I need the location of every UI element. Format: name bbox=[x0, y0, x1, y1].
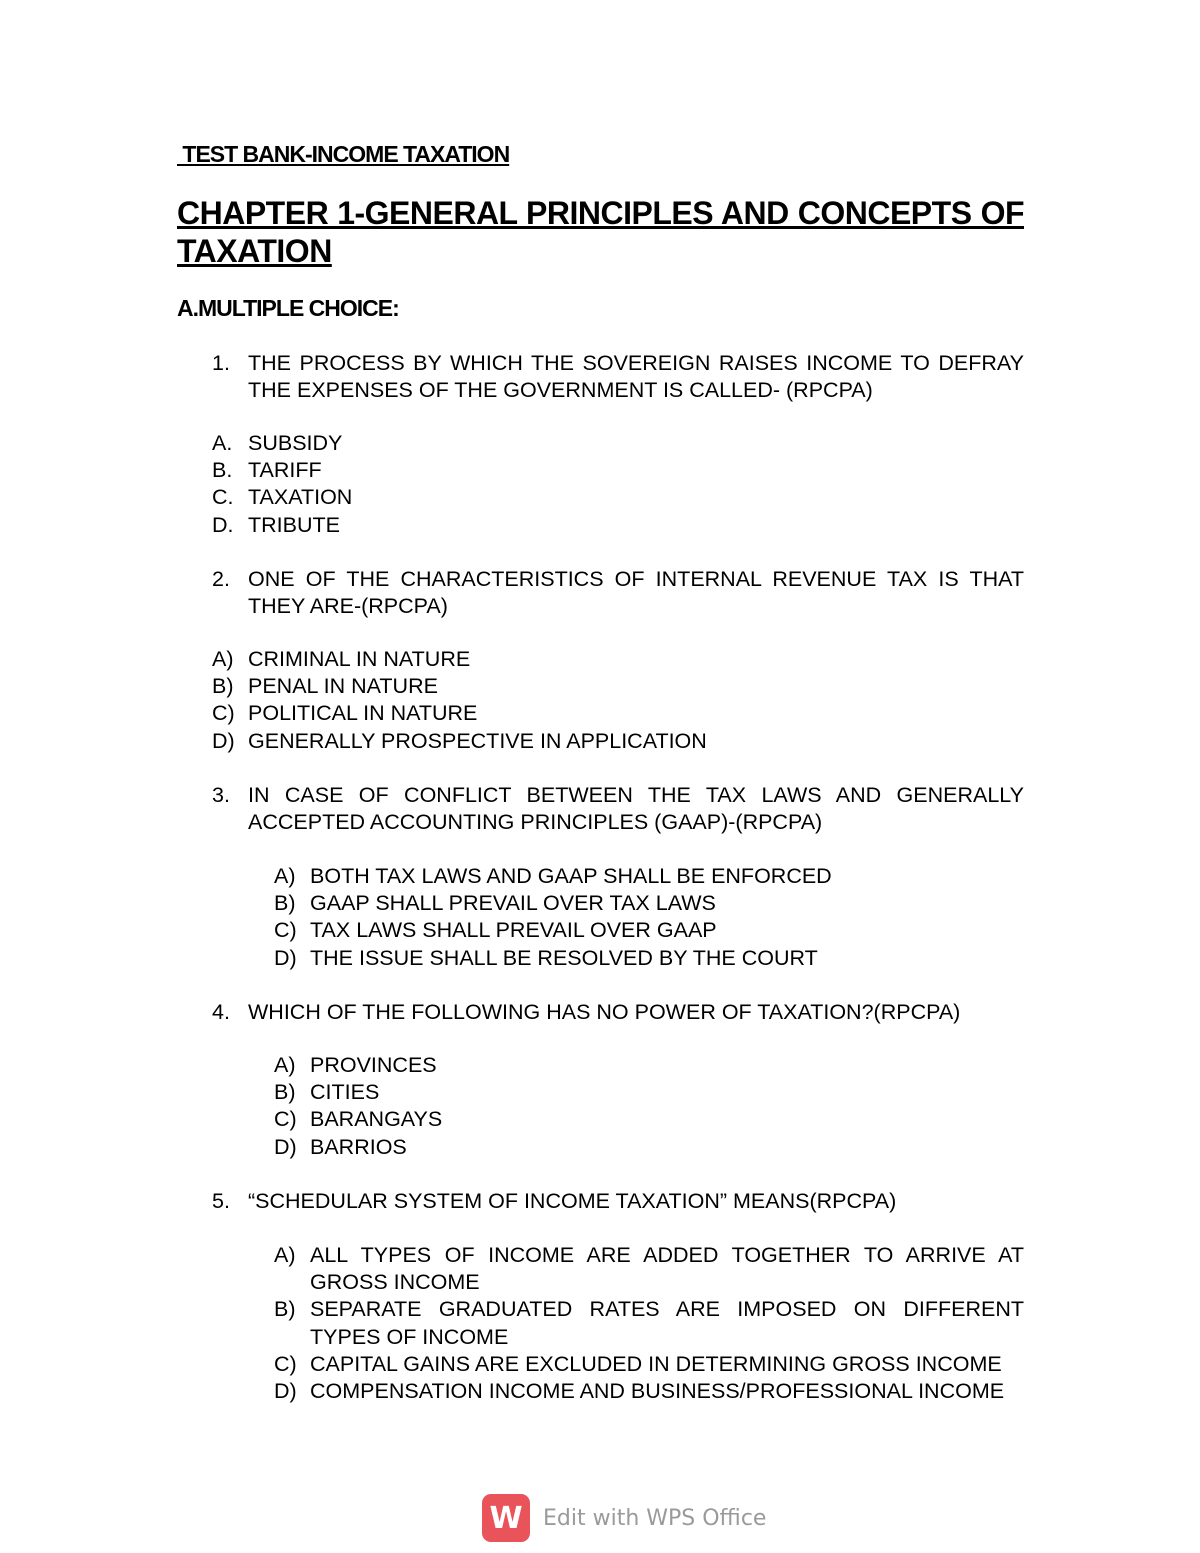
option-label: A) bbox=[274, 864, 296, 888]
question-2-options bbox=[212, 646, 1024, 755]
question-number: 3. bbox=[212, 783, 230, 807]
option-label: D) bbox=[212, 728, 235, 753]
option-text: CITIES bbox=[310, 1080, 380, 1105]
question-number: 4. bbox=[212, 1000, 230, 1024]
option-label: A) bbox=[212, 647, 234, 671]
wps-edit-label: Edit with WPS Office bbox=[543, 1505, 767, 1531]
option-label: B. bbox=[212, 458, 233, 483]
question-text: WHICH OF THE FOLLOWING HAS NO POWER OF TAXATION?(RPCPA) bbox=[248, 1000, 961, 1024]
option-c bbox=[274, 1106, 1024, 1133]
option-text: TARIFF bbox=[248, 458, 322, 483]
option-text: GAAP SHALL PREVAIL OVER TAX LAWS bbox=[310, 891, 716, 916]
option-b bbox=[274, 890, 1024, 917]
question-text: IN CASE OF CONFLICT BETWEEN THE TAX LAWS AND GENERALLY ACCEPTED ACCOUNTING PRINCIPLES (GAAP)-(RPCPA) bbox=[248, 783, 1024, 834]
option-label: B) bbox=[274, 1080, 296, 1105]
option-label: C) bbox=[274, 1351, 297, 1376]
option-label: D. bbox=[212, 512, 234, 537]
question-text: ONE OF THE CHARACTERISTICS OF INTERNAL REVENUE TAX IS THAT THEY ARE-(RPCPA) bbox=[248, 567, 1024, 618]
option-a bbox=[274, 1242, 1024, 1296]
option-c bbox=[212, 484, 1024, 511]
option-text: BOTH TAX LAWS AND GAAP SHALL BE ENFORCED bbox=[310, 864, 832, 888]
option-b bbox=[212, 673, 1024, 700]
option-text: CAPITAL GAINS ARE EXCLUDED IN DETERMINING GROSS INCOME bbox=[310, 1351, 1002, 1376]
question-4-options bbox=[274, 1052, 1024, 1161]
option-label: A) bbox=[274, 1053, 296, 1077]
option-label: B) bbox=[212, 674, 234, 699]
question-2 bbox=[212, 566, 1024, 620]
option-a bbox=[274, 863, 1024, 890]
option-label: B) bbox=[274, 1297, 296, 1322]
option-text: TAX LAWS SHALL PREVAIL OVER GAAP bbox=[310, 918, 717, 943]
option-d bbox=[274, 945, 1024, 972]
option-text: CRIMINAL IN NATURE bbox=[248, 647, 471, 671]
option-d bbox=[274, 1378, 1024, 1405]
option-text: PENAL IN NATURE bbox=[248, 674, 438, 699]
option-text: SUBSIDY bbox=[248, 431, 343, 455]
question-1-options bbox=[212, 430, 1024, 539]
option-d bbox=[212, 728, 1024, 755]
question-3 bbox=[212, 782, 1024, 836]
option-b bbox=[274, 1296, 1024, 1350]
option-label: A. bbox=[212, 431, 233, 455]
question-number: 1. bbox=[212, 351, 230, 375]
option-c bbox=[274, 1351, 1024, 1378]
question-4 bbox=[212, 999, 1024, 1026]
question-text: “SCHEDULAR SYSTEM OF INCOME TAXATION” MEANS(RPCPA) bbox=[248, 1189, 897, 1213]
option-text: POLITICAL IN NATURE bbox=[248, 701, 478, 726]
option-text: ALL TYPES OF INCOME ARE ADDED TOGETHER TO ARRIVE AT GROSS INCOME bbox=[310, 1243, 1024, 1295]
section-title: A.MULTIPLE CHOICE: bbox=[177, 295, 399, 321]
question-number: 2. bbox=[212, 567, 230, 591]
option-a bbox=[212, 646, 1024, 673]
wps-logo-icon: W bbox=[482, 1494, 530, 1542]
question-5-options bbox=[274, 1242, 1024, 1405]
option-text: GENERALLY PROSPECTIVE IN APPLICATION bbox=[248, 728, 707, 753]
question-5 bbox=[212, 1188, 1024, 1215]
option-a bbox=[212, 430, 1024, 457]
option-text: SEPARATE GRADUATED RATES ARE IMPOSED ON DIFFERENT TYPES OF INCOME bbox=[310, 1297, 1024, 1349]
option-d bbox=[212, 512, 1024, 539]
option-b bbox=[212, 457, 1024, 484]
edit-with-wps-office-link[interactable] bbox=[482, 1494, 766, 1542]
option-label: D) bbox=[274, 1379, 297, 1404]
option-text: PROVINCES bbox=[310, 1053, 437, 1077]
option-d bbox=[274, 1134, 1024, 1161]
chapter-title: CHAPTER 1-GENERAL PRINCIPLES AND CONCEPTS OF TAXATION bbox=[177, 195, 1024, 269]
option-label: C. bbox=[212, 485, 234, 510]
option-label: C) bbox=[274, 918, 297, 943]
question-3-options bbox=[274, 863, 1024, 972]
option-text: BARRIOS bbox=[310, 1134, 407, 1159]
option-text: THE ISSUE SHALL BE RESOLVED BY THE COURT bbox=[310, 945, 818, 970]
option-a bbox=[274, 1052, 1024, 1079]
option-c bbox=[274, 917, 1024, 944]
question-number: 5. bbox=[212, 1189, 230, 1213]
option-label: C) bbox=[212, 701, 235, 726]
option-label: B) bbox=[274, 891, 296, 916]
option-text: BARANGAYS bbox=[310, 1107, 443, 1132]
option-c bbox=[212, 700, 1024, 727]
question-1 bbox=[212, 350, 1024, 404]
option-text: TRIBUTE bbox=[248, 512, 340, 537]
option-text: COMPENSATION INCOME AND BUSINESS/PROFESSIONAL INCOME bbox=[310, 1379, 1005, 1404]
option-b bbox=[274, 1079, 1024, 1106]
option-label: D) bbox=[274, 945, 297, 970]
option-label: D) bbox=[274, 1134, 297, 1159]
question-text: THE PROCESS BY WHICH THE SOVEREIGN RAISES INCOME TO DEFRAY THE EXPENSES OF THE GOVERNMENT IS CALLED- (RPCPA) bbox=[248, 351, 1024, 402]
test-bank-title: TEST BANK-INCOME TAXATION bbox=[177, 141, 510, 167]
option-label: A) bbox=[274, 1243, 296, 1267]
option-label: C) bbox=[274, 1107, 297, 1132]
option-text: TAXATION bbox=[248, 485, 353, 510]
